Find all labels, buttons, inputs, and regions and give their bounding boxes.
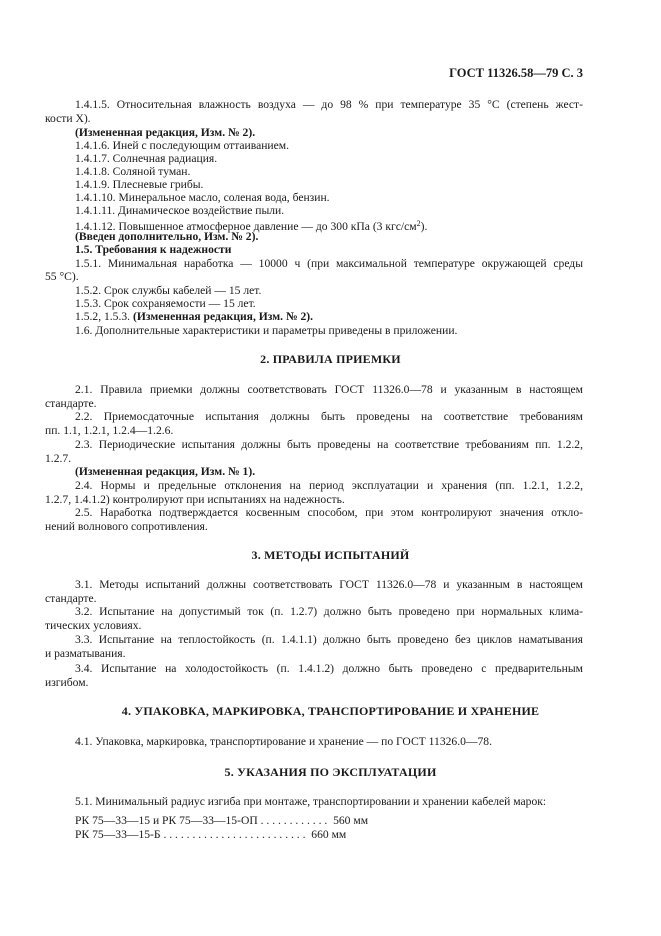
edition-note: (Измененная редакция, Изм. № 2).	[75, 126, 256, 139]
paragraph-3-2: 3.2. Испытание на допустимый ток (п. 1.2.7) должно быть проведено при нормальных клима-	[75, 605, 583, 618]
paragraph-2-4: 2.4. Нормы и предельные отклонения на период эксплуатации и хранения (пп. 1.2.1, 1.2.2,	[75, 479, 583, 492]
paragraph-1-5-1-cont: 55 °С).	[45, 270, 79, 283]
paragraph-3-1: 3.1. Методы испытаний должны соответствовать ГОСТ 11326.0—78 и указанным в настоящем	[75, 578, 583, 591]
paragraph-5-1: 5.1. Минимальный радиус изгиба при монтаже, транспортировании и хранении кабелей марок:	[75, 795, 547, 808]
paragraph-1-5-3: 1.5.3. Срок сохраняемости — 15 лет.	[75, 297, 256, 310]
section-heading-2: 2. ПРАВИЛА ПРИЕМКИ	[260, 352, 401, 366]
paragraph-1-4-1-7: 1.4.1.7. Солнечная радиация.	[75, 152, 218, 165]
paragraph-3-3: 3.3. Испытание на теплостойкость (п. 1.4.1.1) должно быть проведено без циклов наматывания	[75, 633, 583, 646]
subsection-heading-1-5: 1.5. Требования к надежности	[75, 243, 232, 256]
paragraph-1-4-1-9: 1.4.1.9. Плесневые грибы.	[75, 178, 204, 191]
paragraph-3-4-cont: изгибом.	[45, 676, 89, 689]
section-heading-4: 4. УПАКОВКА, МАРКИРОВКА, ТРАНСПОРТИРОВАНИЕ И ХРАНЕНИЕ	[121, 704, 540, 718]
paragraph-1-4-1-5-cont: кости X).	[45, 112, 91, 125]
paragraph-3-4: 3.4. Испытание на холодостойкость (п. 1.4.1.2) должно быть проведено с предварительным	[75, 662, 583, 675]
section-heading-5: 5. УКАЗАНИЯ ПО ЭКСПЛУАТАЦИИ	[224, 765, 437, 779]
page-header: ГОСТ 11326.58—79 С. 3	[449, 66, 583, 80]
paragraph-1-4-1-8: 1.4.1.8. Соляной туман.	[75, 165, 191, 178]
paragraph-1-5-2-3-note: 1.5.2, 1.5.3. (Измененная редакция, Изм. № 2).	[75, 310, 314, 323]
paragraph-1-5-1: 1.5.1. Минимальная наработка — 10000 ч (при максимальной температуре окружающей среды	[75, 257, 583, 270]
introduced-note: (Введен дополнительно, Изм. № 2).	[75, 230, 259, 243]
paragraph-1-6: 1.6. Дополнительные характеристики и параметры приведены в приложении.	[75, 324, 458, 337]
paragraph-2-5: 2.5. Наработка подтверждается косвенным способом, при этом контролируют значения откло-	[75, 506, 583, 519]
paragraph-2-1: 2.1. Правила приемки должны соответствовать ГОСТ 11326.0—78 и указанным в настоящем	[75, 383, 583, 396]
paragraph-1-5-2: 1.5.2. Срок службы кабелей — 15 лет.	[75, 284, 262, 297]
paragraph-2-5-cont: нений волнового сопротивления.	[45, 520, 208, 533]
paragraph-2-3-cont: 1.2.7.	[45, 452, 72, 465]
bend-radius-row-1: РК 75—33—15 и РК 75—33—15-ОП . . . . . . . . . . . . 560 мм	[75, 814, 369, 827]
paragraph-1-4-1-6: 1.4.1.6. Иней с последующим оттаиванием.	[75, 139, 290, 152]
paragraph-3-3-cont: и разматывания.	[45, 647, 126, 660]
paragraph-2-3: 2.3. Периодические испытания должны быть проведены на соответствие требованиям пп. 1.2.2,	[75, 438, 583, 451]
paragraph-4-1: 4.1. Упаковка, маркировка, транспортирование и хранение — по ГОСТ 11326.0—78.	[75, 735, 492, 748]
edition-note: (Измененная редакция, Изм. № 1).	[75, 465, 256, 478]
paragraph-1-4-1-11: 1.4.1.11. Динамическое воздействие пыли.	[75, 204, 285, 217]
bend-radius-row-2: РК 75—33—15-Б . . . . . . . . . . . . . . . . . . . . . . . . . 660 мм	[75, 828, 347, 841]
paragraph-1-4-1-5: 1.4.1.5. Относительная влажность воздуха — до 98 % при температуре 35 °С (степень жест-	[75, 98, 583, 111]
paragraph-2-1-cont: стандарте.	[45, 397, 97, 410]
paragraph-1-4-1-12: 1.4.1.12. Повышенное атмосферное давление — до 300 кПа (3 кгс/$см^2$).	[75, 219, 428, 233]
paragraph-3-2-cont: тических условиях.	[45, 619, 142, 632]
paragraph-3-1-cont: стандарте.	[45, 592, 97, 605]
paragraph-2-2: 2.2. Приемосдаточные испытания должны быть проведены на соответствие требованиям	[75, 410, 583, 423]
section-heading-3: 3. МЕТОДЫ ИСПЫТАНИЙ	[251, 548, 410, 562]
paragraph-2-4-cont: 1.2.7, 1.4.1.2) контролируют при испытаниях на надежность.	[45, 493, 345, 506]
paragraph-2-2-cont: пп. 1.1, 1.2.1, 1.2.4—1.2.6.	[45, 424, 174, 437]
paragraph-1-4-1-10: 1.4.1.10. Минеральное масло, соленая вода, бензин.	[75, 191, 330, 204]
